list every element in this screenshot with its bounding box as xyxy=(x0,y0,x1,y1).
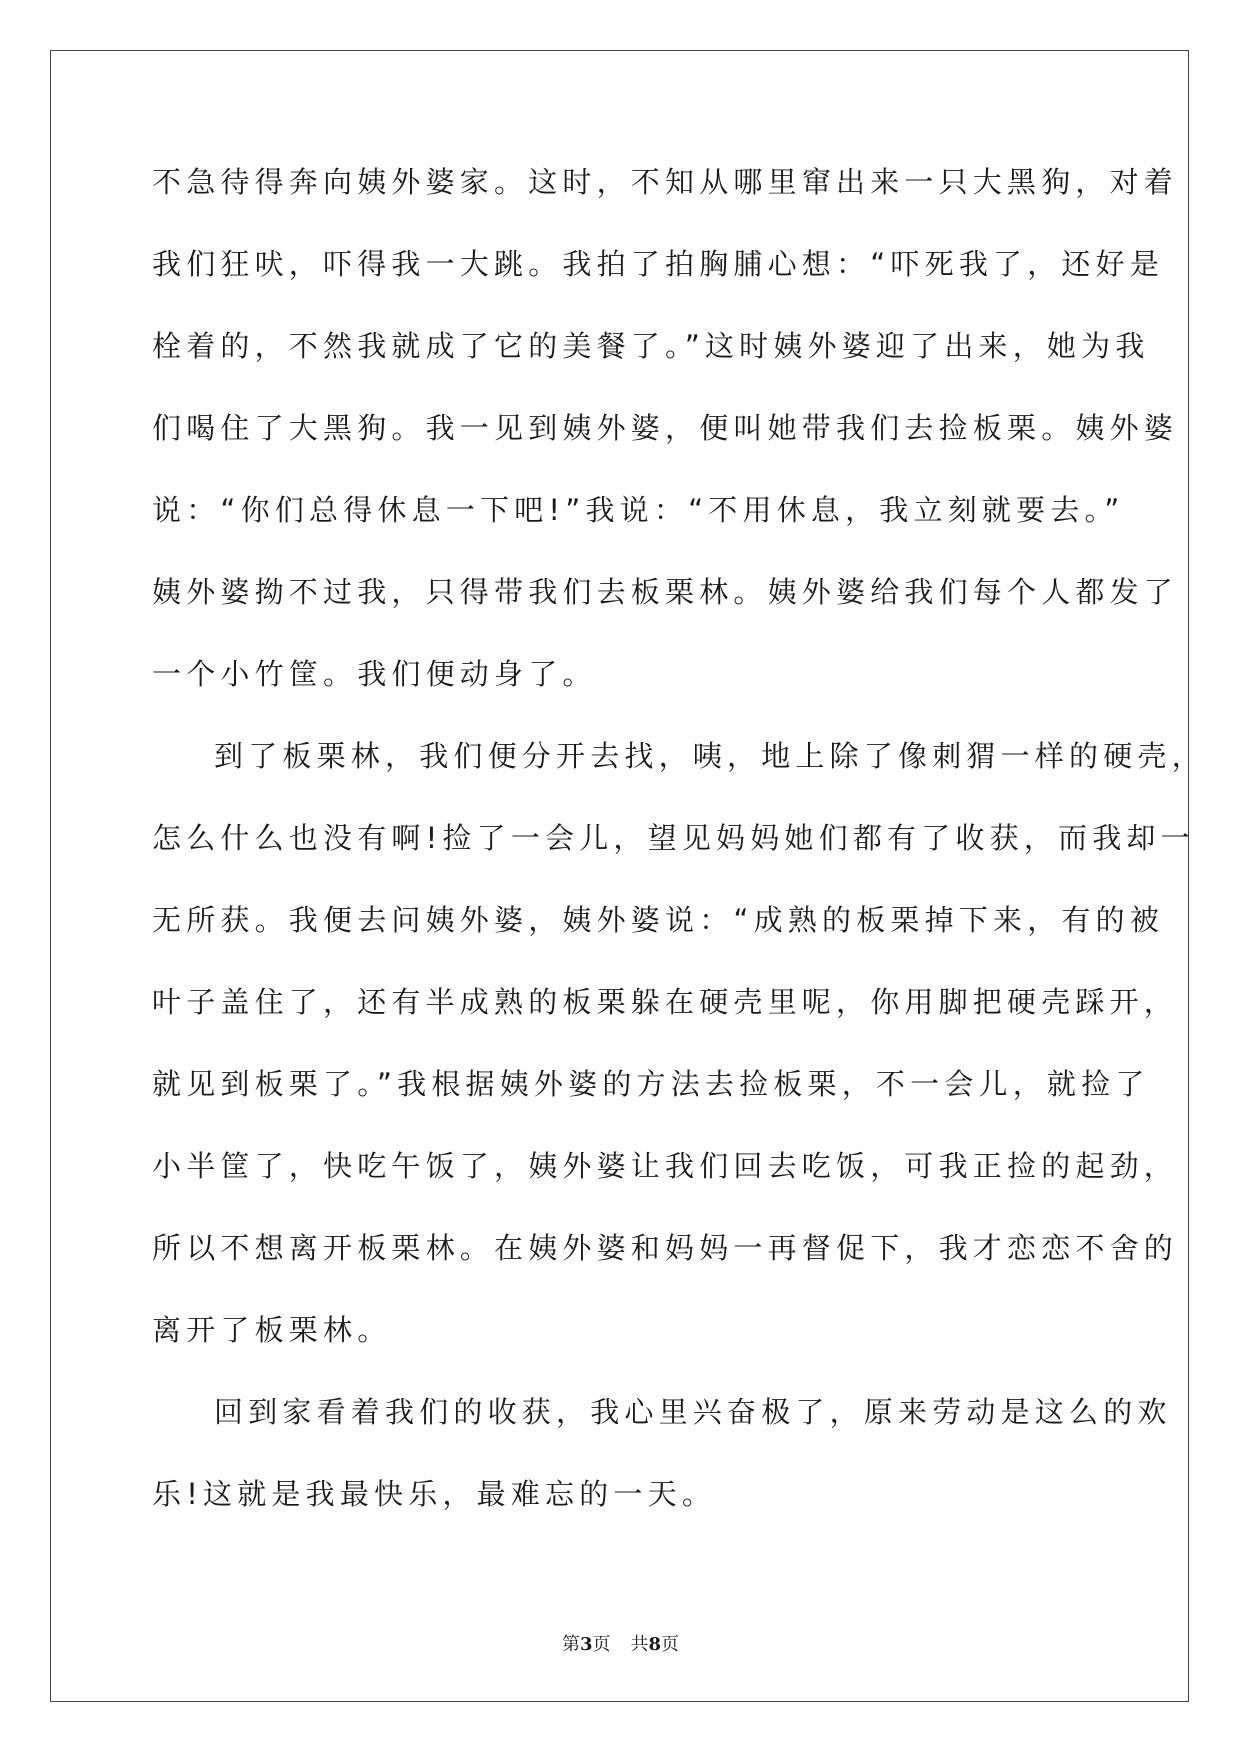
text-line: 栓着的，不然我就成了它的美餐了。”这时姨外婆迎了出来，她为我 xyxy=(152,329,1150,363)
text-line: 说：“你们总得休息一下吧!”我说：“不用休息，我立刻就要去。” xyxy=(152,493,1125,527)
text-line: 离开了板栗林。 xyxy=(152,1313,392,1347)
paragraph-first-line: 回到家看着我们的收获，我心里兴奋极了，原来劳动是这么的欢 xyxy=(214,1395,1172,1429)
page-footer xyxy=(0,1630,1241,1656)
paragraph-first-line: 到了板栗林，我们便分开去找，咦，地上除了像刺猬一样的硬壳， xyxy=(214,739,1206,773)
page-prefix: 第 xyxy=(561,1634,580,1655)
text-line: 就见到板栗了。”我根据姨外婆的方法去捡板栗，不一会儿，就捡了 xyxy=(152,1067,1150,1101)
text-line: 所以不想离开板栗林。在姨外婆和妈妈一再督促下，我才恋恋不舍的 xyxy=(152,1231,1179,1265)
total-suffix: 页 xyxy=(661,1634,680,1655)
text-line: 我们狂吠，吓得我一大跳。我拍了拍胸脯心想：“吓死我了，还好是 xyxy=(152,247,1165,281)
text-line: 不急待得奔向姨外婆家。这时，不知从哪里窜出来一只大黑狗，对着 xyxy=(152,165,1179,199)
total-pages: 8 xyxy=(648,1634,662,1655)
text-line: 小半筐了，快吃午饭了，姨外婆让我们回去吃饭，可我正捡的起劲， xyxy=(152,1149,1179,1183)
text-line: 乐!这就是我最快乐，最难忘的一天。 xyxy=(152,1477,717,1511)
total-prefix: 共 xyxy=(630,1634,649,1655)
page-number: 3 xyxy=(579,1634,593,1655)
text-line: 们喝住了大黑狗。我一见到姨外婆，便叫她带我们去捡板栗。姨外婆 xyxy=(152,411,1179,445)
text-line: 无所获。我便去问姨外婆，姨外婆说：“成熟的板栗掉下来，有的被 xyxy=(152,903,1165,937)
text-line: 一个小竹筐。我们便动身了。 xyxy=(152,657,597,691)
text-line: 姨外婆拗不过我，只得带我们去板栗林。姨外婆给我们每个人都发了 xyxy=(152,575,1179,609)
text-line: 叶子盖住了，还有半成熟的板栗躲在硬壳里呢，你用脚把硬壳踩开， xyxy=(152,985,1179,1019)
page-suffix: 页 xyxy=(592,1634,611,1655)
text-line: 怎么什么也没有啊!捡了一会儿，望见妈妈她们都有了收获，而我却一 xyxy=(152,821,1195,855)
document-body xyxy=(152,160,1206,1554)
